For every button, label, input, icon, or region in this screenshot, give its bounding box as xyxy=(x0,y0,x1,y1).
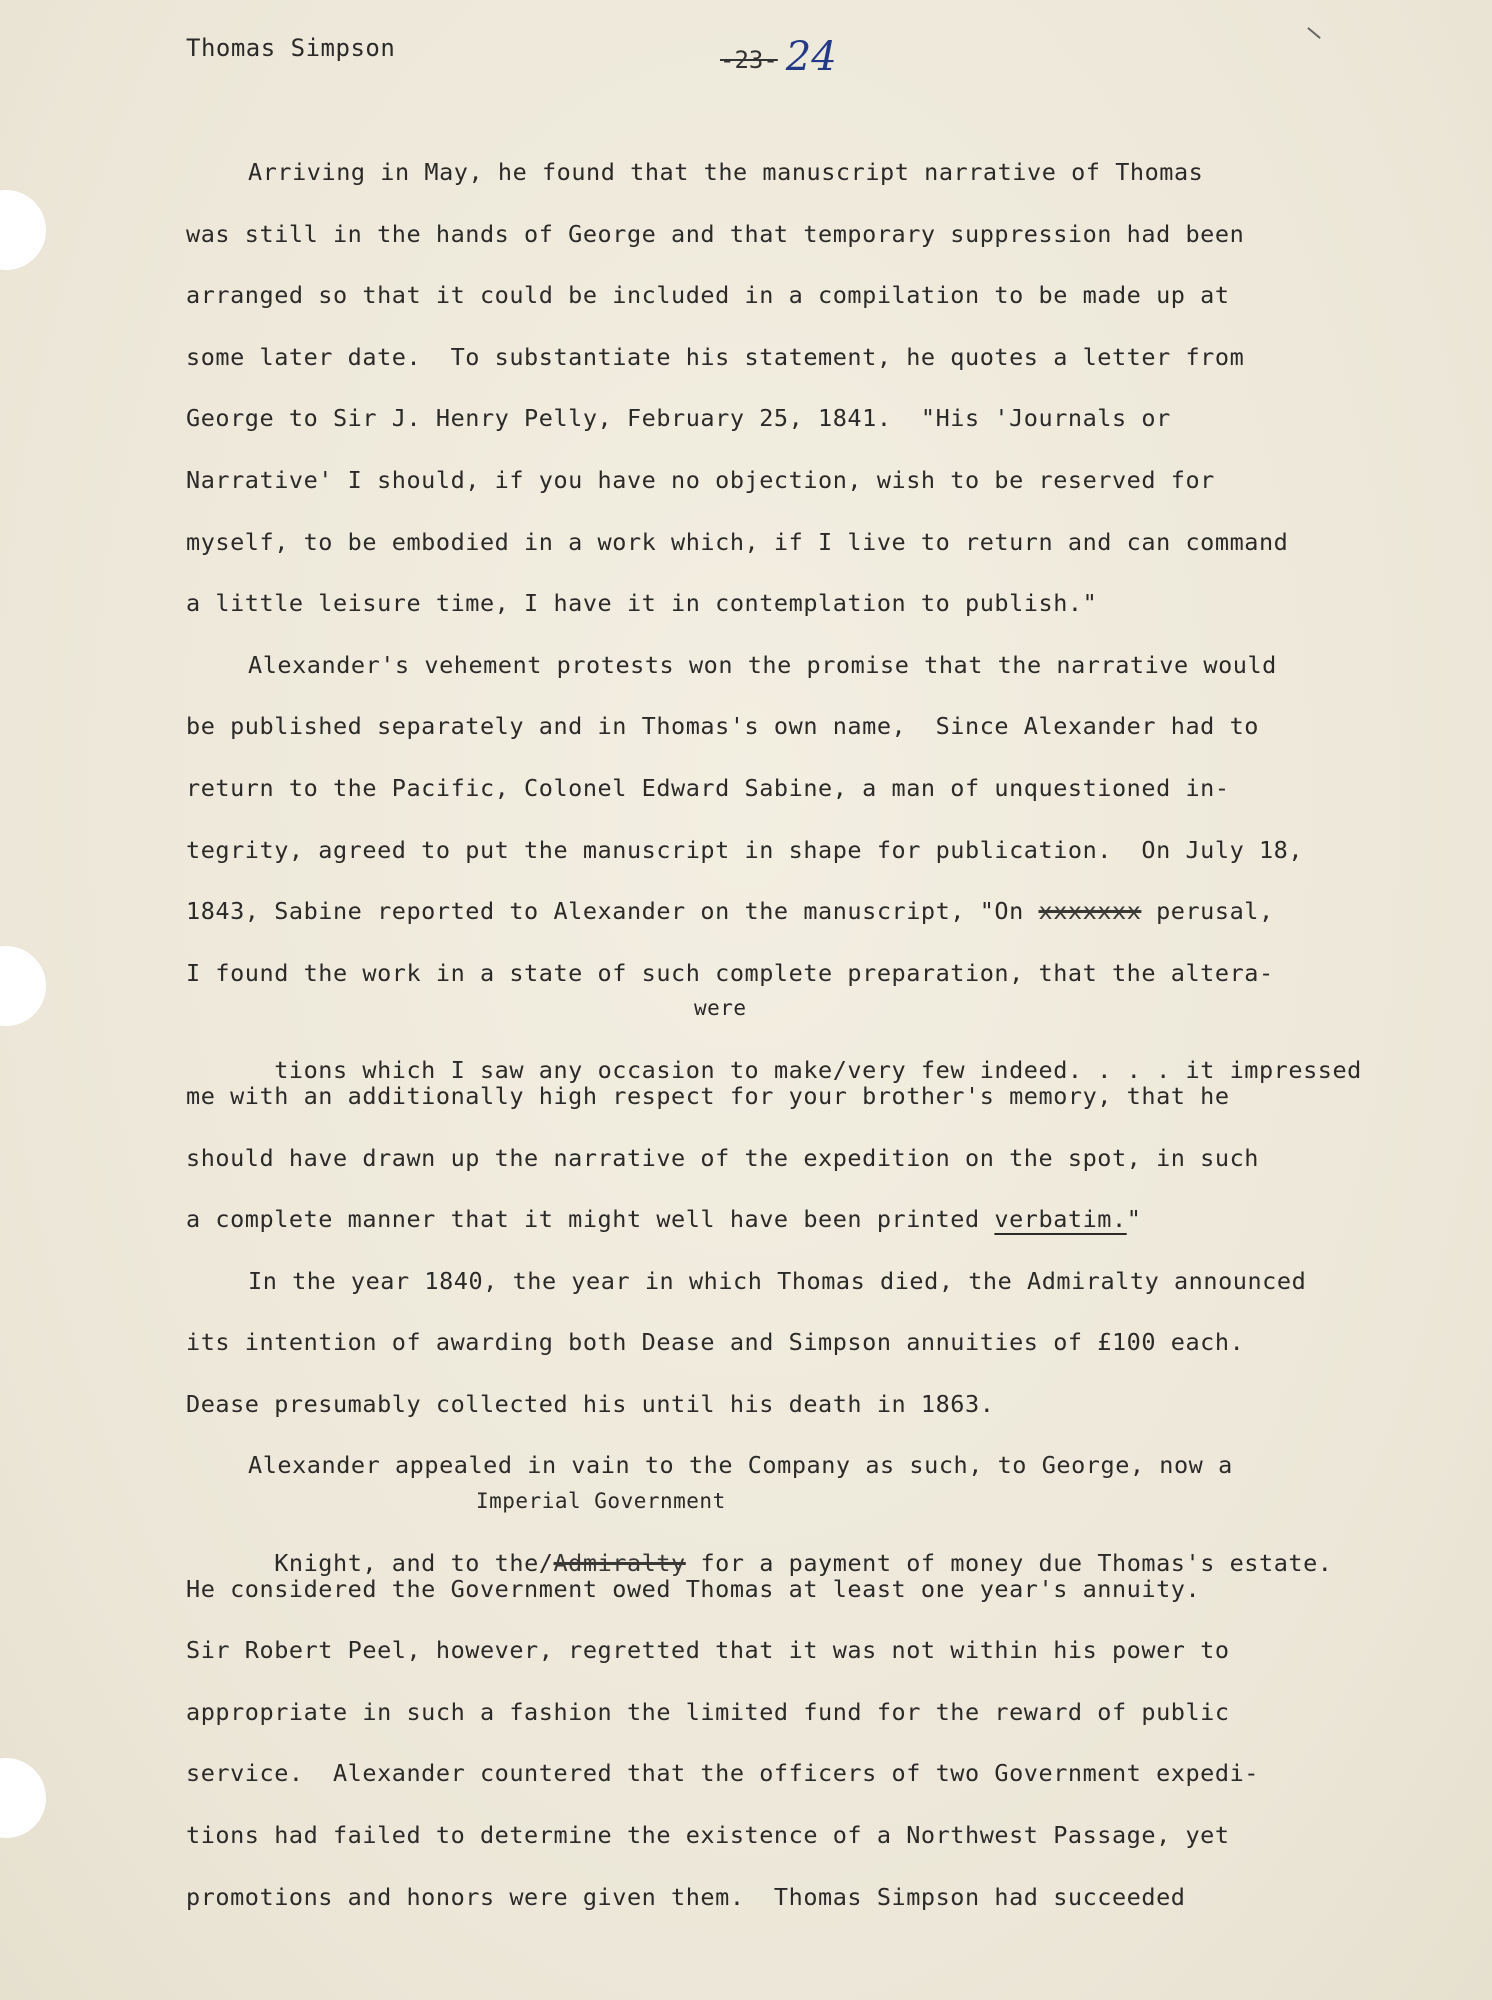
text-line: be published separately and in Thomas's own name, Since Alexander had to xyxy=(186,712,1259,741)
text-line: return to the Pacific, Colonel Edward Sabine, a man of unquestioned in- xyxy=(186,773,1230,802)
page-number xyxy=(720,32,837,78)
punch-hole-top xyxy=(0,190,46,270)
text-segment: for a payment of money due Thomas's estate. xyxy=(685,1549,1333,1578)
text-line: arranged so that it could be included in a compilation to be made up at xyxy=(186,281,1230,310)
text-line: its intention of awarding both Dease and Simpson annuities of £100 each. xyxy=(186,1328,1245,1357)
text-line: was still in the hands of George and that temporary suppression had been xyxy=(186,219,1245,248)
text-line: Dease presumably collected his until his death in 1863. xyxy=(186,1389,995,1418)
text-line xyxy=(186,996,1386,1085)
punch-hole-middle xyxy=(0,946,46,1026)
running-header: Thomas Simpson xyxy=(186,34,396,62)
text-line: appropriate in such a fashion the limited fund for the reward of public xyxy=(186,1697,1230,1726)
page-number-handwritten: 24 xyxy=(785,34,837,80)
underlined-word: verbatim. xyxy=(994,1205,1127,1234)
pencil-mark xyxy=(1307,27,1321,39)
text-line: a little leisure time, I have it in contemplation to publish." xyxy=(186,589,1098,618)
text-segment: a complete manner that it might well have been printed xyxy=(186,1205,995,1234)
page-number-struck: -23- xyxy=(720,46,778,74)
text-segment: perusal, xyxy=(1141,897,1274,926)
text-line xyxy=(186,1201,1386,1263)
text-segment: Knight, and to the/ xyxy=(274,1549,554,1578)
text-line: service. Alexander countered that the officers of two Government expedi- xyxy=(186,1759,1259,1788)
text-line: Arriving in May, he found that the manuscript narrative of Thomas xyxy=(248,158,1204,186)
text-line: Sir Robert Peel, however, regretted that it was not within his power to xyxy=(186,1636,1230,1665)
text-line: tegrity, agreed to put the manuscript in shape for publication. On July 18, xyxy=(186,835,1304,864)
text-line: George to Sir J. Henry Pelly, February 25, 1841. "His 'Journals or xyxy=(186,404,1171,433)
text-line xyxy=(186,1489,1386,1578)
text-line: I found the work in a state of such complete preparation, that the altera- xyxy=(186,958,1274,987)
body-text xyxy=(186,154,1386,1940)
text-line: Narrative' I should, if you have no objection, wish to be reserved for xyxy=(186,465,1215,494)
text-line xyxy=(186,893,1386,955)
punch-hole-bottom xyxy=(0,1758,46,1838)
text-line: me with an additionally high respect for your brother's memory, that he xyxy=(186,1081,1230,1110)
text-line: should have drawn up the narrative of the expedition on the spot, in such xyxy=(186,1143,1259,1172)
struck-out-word: xxxxxxx xyxy=(1038,897,1142,926)
text-line: promotions and honors were given them. Thomas Simpson had succeeded xyxy=(186,1882,1186,1911)
handwritten-insertion: Imperial Government xyxy=(476,1489,726,1514)
text-line: some later date. To substantiate his statement, he quotes a letter from xyxy=(186,342,1245,371)
text-line: tions had failed to determine the existence of a Northwest Passage, yet xyxy=(186,1821,1230,1850)
text-line: In the year 1840, the year in which Thomas died, the Admiralty announced xyxy=(248,1266,1307,1295)
text-segment: " xyxy=(1126,1205,1142,1234)
text-segment: tions which I saw any occasion to make/very few indeed. . . . it impressed xyxy=(274,1056,1362,1085)
text-segment: 1843, Sabine reported to Alexander on the manuscript, "On xyxy=(186,897,1039,926)
text-line: Alexander's vehement protests won the promise that the narrative would xyxy=(248,650,1277,679)
handwritten-insertion: were xyxy=(694,996,747,1021)
text-line: He considered the Government owed Thomas at least one year's annuity. xyxy=(186,1574,1201,1603)
struck-out-word: Admiralty xyxy=(553,1549,686,1578)
text-line: myself, to be embodied in a work which, if I live to return and can command xyxy=(186,527,1289,556)
text-line: Alexander appealed in vain to the Company as such, to George, now a xyxy=(248,1451,1233,1480)
